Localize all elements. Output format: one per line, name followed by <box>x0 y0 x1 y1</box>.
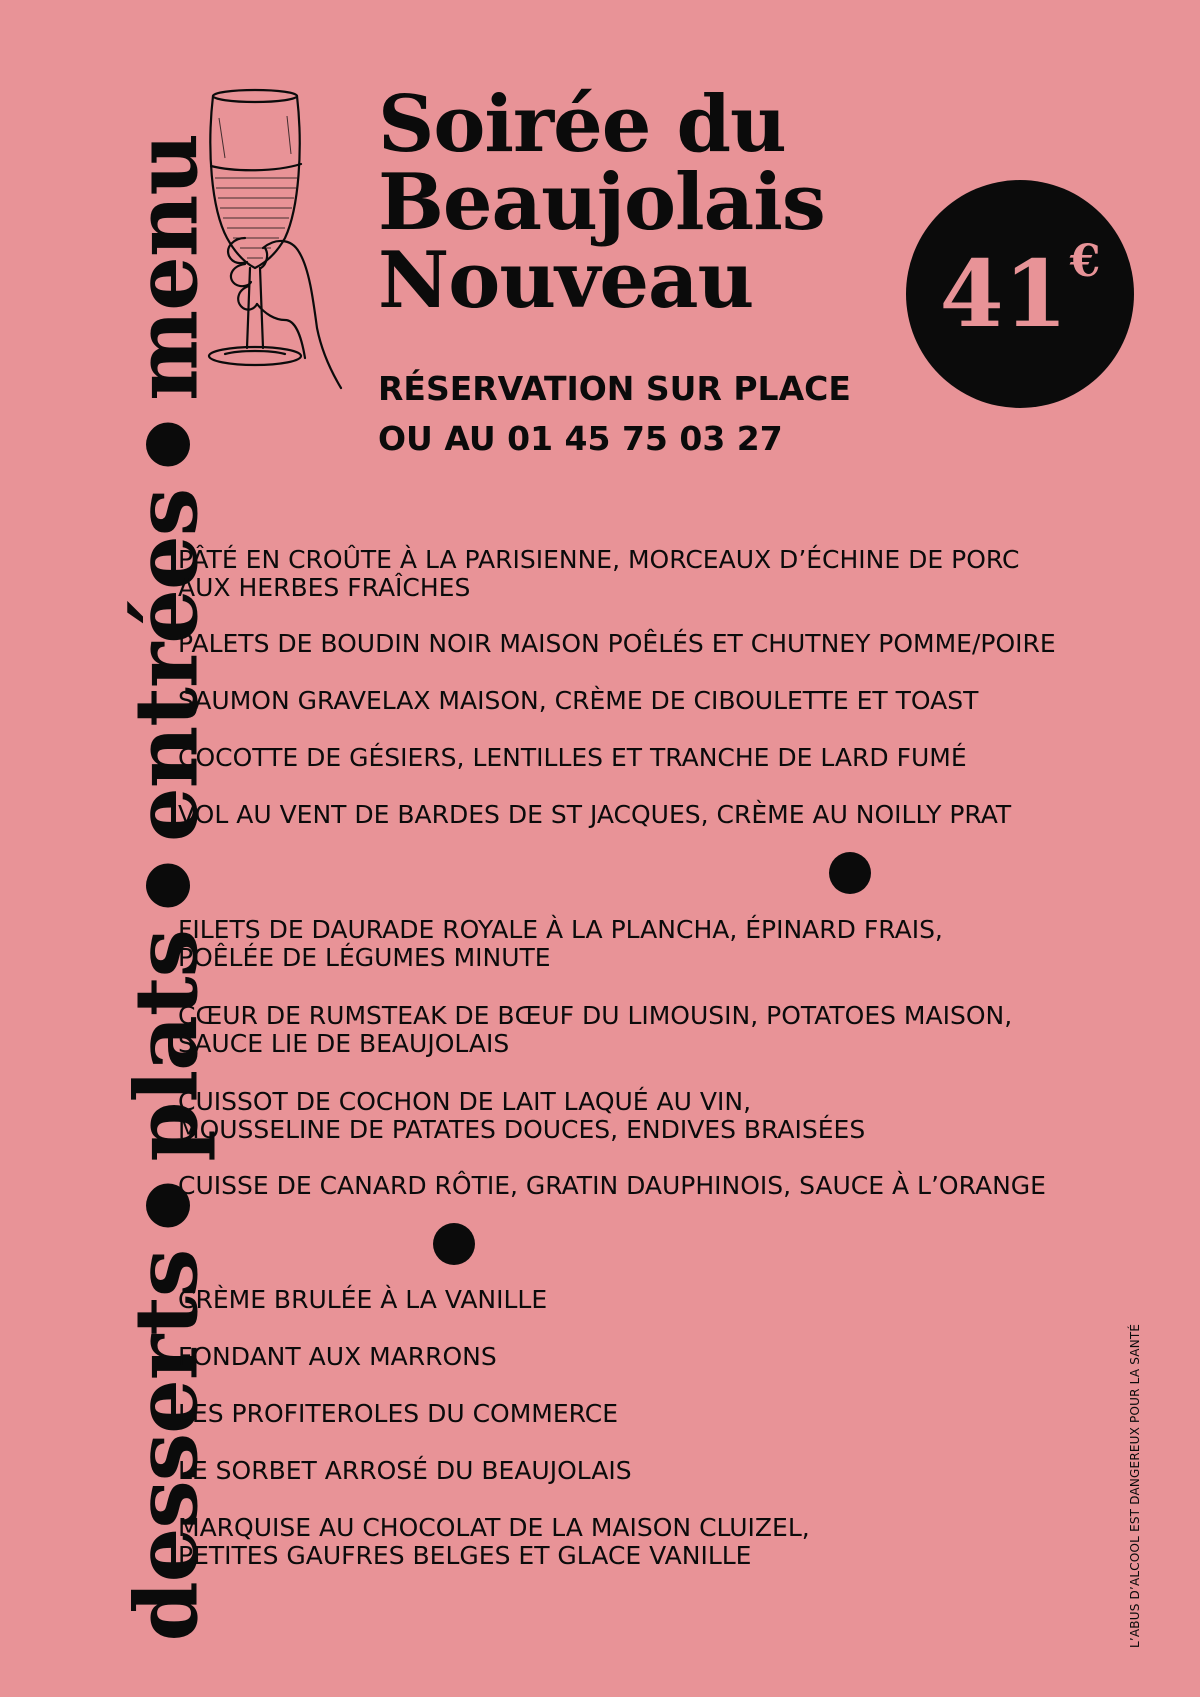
list-item <box>178 1343 497 1371</box>
side-label-desserts: desserts <box>116 1249 218 1641</box>
list-item <box>178 1286 547 1314</box>
list-item <box>178 1400 618 1428</box>
list-item <box>178 546 1019 602</box>
item-line: CRÈME BRULÉE À LA VANILLE <box>178 1285 548 1314</box>
price-badge <box>906 180 1134 408</box>
item-line: LES PROFITEROLES DU COMMERCE <box>178 1399 619 1428</box>
list-item <box>178 687 978 715</box>
item-line: MARQUISE AU CHOCOLAT DE LA MAISON CLUIZEL, <box>178 1513 810 1542</box>
side-label-entrees: entrées <box>116 488 218 842</box>
item-line: CŒUR DE RUMSTEAK DE BŒUF DU LIMOUSIN, POTATOES MAISON, <box>178 1001 1013 1030</box>
health-warning: L’ABUS D’ALCOOL EST DANGEREUX POUR LA SANTÉ <box>1128 1323 1142 1648</box>
price-amount: 41 <box>939 240 1068 348</box>
list-item <box>178 744 967 772</box>
item-line: PETITES GAUFRES BELGES ET GLACE VANILLE <box>178 1541 752 1570</box>
side-label-menu: menu <box>116 133 218 401</box>
item-line: POÊLÉE DE LÉGUMES MINUTE <box>178 943 551 972</box>
list-item <box>178 1088 865 1144</box>
title-line-3: Nouveau <box>378 235 754 326</box>
item-line: PÂTÉ EN CROÛTE À LA PARISIENNE, MORCEAUX D’ÉCHINE DE PORC <box>178 545 1020 574</box>
side-label-plats: plats <box>116 929 218 1162</box>
item-line: FONDANT AUX MARRONS <box>178 1342 497 1371</box>
item-line: CUISSE DE CANARD RÔTIE, GRATIN DAUPHINOIS, SAUCE À L’ORANGE <box>178 1171 1046 1200</box>
list-item <box>178 1172 1046 1200</box>
item-line: MOUSSELINE DE PATATES DOUCES, ENDIVES BRAISÉES <box>178 1115 866 1144</box>
reservation-line-2: OU AU 01 45 75 03 27 <box>378 419 783 458</box>
item-line: SAUMON GRAVELAX MAISON, CRÈME DE CIBOULETTE ET TOAST <box>178 686 979 715</box>
list-item <box>178 1002 1012 1058</box>
wine-glass-hand-illustration <box>205 88 350 398</box>
section-divider-dot-2 <box>433 1223 475 1265</box>
title-line-1: Soirée du <box>378 79 786 170</box>
list-item <box>178 801 1011 829</box>
section-divider-dot-1 <box>829 852 871 894</box>
list-item <box>178 630 1056 658</box>
list-item <box>178 1457 632 1485</box>
item-line: AUX HERBES FRAÎCHES <box>178 573 471 602</box>
separator-dot-3 <box>146 422 190 466</box>
item-line: COCOTTE DE GÉSIERS, LENTILLES ET TRANCHE DE LARD FUMÉ <box>178 743 967 772</box>
item-line: SAUCE LIE DE BEAUJOLAIS <box>178 1029 510 1058</box>
item-line: CUISSOT DE COCHON DE LAIT LAQUÉ AU VIN, <box>178 1087 752 1116</box>
list-item <box>178 1514 810 1570</box>
item-line: PALETS DE BOUDIN NOIR MAISON POÊLÉS ET CHUTNEY POMME/POIRE <box>178 629 1056 658</box>
list-item <box>178 916 943 972</box>
separator-dot-2 <box>146 863 190 907</box>
title-line-2: Beaujolais <box>378 157 825 248</box>
item-line: VOL AU VENT DE BARDES DE ST JACQUES, CRÈME AU NOILLY PRAT <box>178 800 1012 829</box>
price-currency: € <box>1069 236 1101 287</box>
item-line: LE SORBET ARROSÉ DU BEAUJOLAIS <box>178 1456 632 1485</box>
item-line: FILETS DE DAURADE ROYALE À LA PLANCHA, ÉPINARD FRAIS, <box>178 915 943 944</box>
reservation-info <box>378 364 851 464</box>
event-title <box>378 79 825 326</box>
reservation-line-1: RÉSERVATION SUR PLACE <box>378 369 851 408</box>
